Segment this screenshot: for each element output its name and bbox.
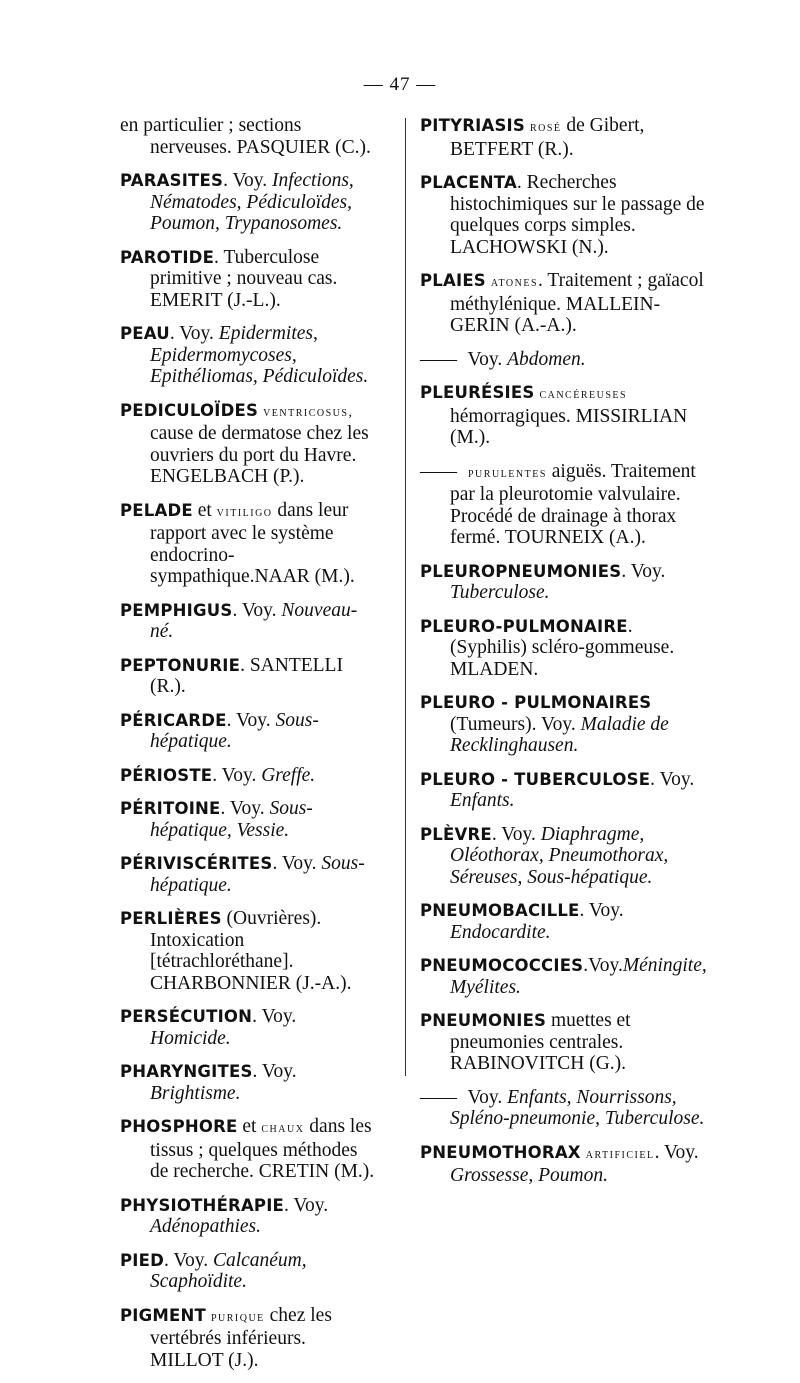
repeat-dash: ——: [420, 348, 455, 370]
entry-text: . SANTELLI (R.).: [150, 654, 343, 697]
cross-reference: Méningite, Myélites.: [450, 955, 707, 998]
page-number: — 47 —: [363, 74, 437, 95]
cross-reference: Infections, Nématodes, Pédiculoïdes, Poumon, Trypanosomes.: [150, 170, 354, 234]
index-entry: [420, 270, 710, 337]
cross-reference: Maladie de Recklinghausen.: [450, 713, 669, 756]
left-column: [120, 115, 378, 1383]
index-entry: [120, 710, 378, 753]
entry-text: . Voy.: [164, 1249, 213, 1271]
entry-text: . Voy.: [232, 599, 282, 621]
entry-text: aiguës. Traitement par la pleurotomie valvulaire. Procédé de drainage à thorax fermé. TOURNEIX (A.).: [450, 460, 696, 548]
index-entry: [120, 1116, 378, 1183]
entry-text: et: [237, 1116, 262, 1137]
entry-headword: PÉRICARDE: [120, 710, 227, 730]
entry-text: . Voy.: [212, 764, 262, 786]
entry-text: et: [192, 499, 217, 521]
entry-headword: PEMPHIGUS: [120, 600, 233, 620]
cross-reference: Diaphragme, Oléothorax, Pneumothorax, Séreuses, Sous-hépatique.: [450, 823, 669, 888]
entry-headword: PNEUMOTHORAX: [420, 1142, 581, 1162]
cross-reference: Sous-hépatique.: [150, 853, 365, 896]
entry-headword: PELADE: [120, 500, 193, 520]
index-entry: [420, 561, 710, 604]
index-entry: [420, 955, 710, 998]
entry-text: . (Syphilis) scléro-gommeuse. MLADEN.: [450, 615, 675, 680]
index-entry: [120, 798, 378, 841]
index-entry: [120, 853, 378, 896]
entry-headword: PEAU: [120, 324, 170, 343]
entry-text: . Voy.: [284, 1194, 329, 1216]
entry-text: . Voy.: [491, 823, 541, 845]
repeat-dash: ——: [420, 1086, 455, 1108]
index-entry: [420, 172, 710, 258]
entry-text: de Gibert, BETFERT (R.).: [450, 115, 645, 160]
entry-qualifier: atones: [485, 275, 539, 290]
cross-reference: Grossesse, Poumon.: [450, 1165, 608, 1186]
right-column: [420, 115, 710, 1199]
index-entry: [420, 461, 710, 549]
entry-text: chez les vertébrés inférieurs. MILLOT (J.).: [150, 1304, 332, 1371]
cross-reference: Abdomen.: [507, 348, 586, 370]
index-entry: [120, 600, 378, 643]
index-entry: [420, 900, 710, 943]
index-entry: [120, 323, 378, 388]
entry-headword: PEPTONURIE: [120, 655, 241, 675]
entry-text: . Voy.: [650, 768, 695, 790]
index-entry: [120, 765, 378, 787]
entry-headword: PHOSPHORE: [120, 1117, 238, 1136]
cross-reference: Sous-hépatique, Vessie.: [150, 798, 313, 841]
entry-text: en particulier ; sections nerveuses. PASQUIER (C.).: [120, 115, 371, 158]
index-entry: [120, 400, 378, 488]
entry-text: .Voy.: [583, 955, 623, 976]
cross-reference: Homicide.: [150, 1027, 231, 1049]
entry-qualifier: purulentes: [463, 465, 547, 481]
entry-headword: PLAIES: [420, 271, 486, 290]
index-entry: [120, 1061, 378, 1104]
index-entry: [420, 769, 710, 812]
entry-text: (Tumeurs). Voy.: [450, 713, 581, 735]
entry-headword: PIED: [120, 1250, 164, 1270]
cross-reference: Nouveau-né.: [150, 599, 358, 642]
entry-text: cause de dermatose chez les ouvriers du port du Havre. ENGELBACH (P.).: [150, 423, 369, 487]
index-entry: [120, 247, 378, 312]
entry-headword: PLACENTA: [420, 173, 517, 192]
entry-text: . Recherches histochimiques sur le passage de quelques corps simples. LACHOWSKI (N.).: [450, 172, 705, 258]
entry-qualifier: rosé: [524, 120, 562, 135]
entry-qualifier: purique: [205, 1309, 265, 1325]
index-entry: [420, 115, 710, 160]
entry-headword: PARASITES: [120, 171, 224, 190]
entry-text: dans les tissus ; quelques méthodes de recherche. CRETIN (M.).: [150, 1116, 375, 1182]
entry-headword: PLÈVRE: [420, 824, 492, 844]
entry-text: Voy.: [463, 348, 508, 370]
entry-text: . Voy.: [579, 900, 624, 921]
entry-headword: PERLIÈRES: [120, 909, 222, 928]
entry-text: . Voy.: [272, 853, 322, 874]
cross-reference: Calcanéum, Scaphoïdite.: [150, 1249, 307, 1292]
entry-text: dans leur rapport avec le système endocrino-sympathique.NAAR (M.).: [150, 499, 355, 587]
entry-text: Voy.: [463, 1086, 508, 1108]
entry-qualifier: ventricosus,: [258, 404, 354, 420]
column-divider: [405, 118, 406, 1076]
cross-reference: Enfants.: [450, 790, 515, 811]
entry-headword: PNEUMOCOCCIES: [420, 956, 584, 975]
index-entry: [120, 1250, 378, 1293]
entry-text: hémorragiques. MISSIRLIAN (M.).: [450, 405, 688, 448]
cross-reference: Epidermites, Epidermomycoses, Epithéliomas, Pédiculoïdes.: [150, 323, 369, 387]
cross-reference: Greffe.: [261, 764, 316, 786]
entry-text: . Voy.: [252, 1061, 297, 1082]
index-entry: [120, 908, 378, 994]
index-entry: [120, 115, 378, 158]
index-entry: [420, 382, 710, 449]
index-entry: [420, 1010, 710, 1075]
index-entry: [420, 349, 710, 371]
entry-text: muettes et pneumonies centrales. RABINOVITCH (G.).: [450, 1010, 631, 1074]
entry-headword: PLEURÉSIES: [420, 383, 535, 402]
entry-qualifier: chaux: [261, 1121, 305, 1136]
index-entry: [120, 655, 378, 698]
cross-reference: Brightisme.: [150, 1082, 241, 1104]
entry-headword: PLEURO - TUBERCULOSE: [420, 769, 651, 789]
entry-headword: PITYRIASIS: [420, 116, 525, 135]
entry-headword: PLEURO - PULMONAIRES: [420, 693, 652, 712]
entry-text: . Traitement ; gaïacol méthylénique. MALLEIN-GERIN (A.-A.).: [450, 270, 704, 336]
entry-qualifier: vitiligo: [216, 504, 273, 520]
entry-headword: PÉRIVISCÉRITES: [120, 854, 273, 873]
index-entry: [120, 170, 378, 235]
entry-headword: PLEUROPNEUMONIES: [420, 561, 622, 581]
index-entry: [120, 500, 378, 588]
index-entry: [120, 1006, 378, 1049]
entry-headword: PHARYNGITES: [120, 1062, 253, 1081]
entry-text: . Voy.: [223, 170, 273, 191]
entry-headword: PEDICULOÏDES: [120, 400, 259, 420]
index-entry: [420, 824, 710, 889]
entry-qualifier: cancéreuses: [534, 387, 628, 402]
entry-headword: PERSÉCUTION: [120, 1007, 253, 1026]
entry-text: . Voy.: [226, 709, 276, 731]
entry-qualifier: artificiel: [580, 1146, 655, 1162]
entry-headword: PAROTIDE: [120, 247, 215, 267]
entry-headword: PIGMENT: [120, 1305, 206, 1325]
index-entry: [120, 1305, 378, 1372]
entry-headword: PÉRITOINE: [120, 799, 221, 818]
cross-reference: Tuberculose.: [450, 582, 550, 603]
entry-headword: PNEUMONIES: [420, 1011, 547, 1030]
entry-text: . Tuberculose primitive ; nouveau cas. EMERIT (J.-L.).: [150, 246, 338, 311]
entry-headword: PÉRIOSTE: [120, 765, 213, 785]
entry-text: . Voy.: [654, 1141, 699, 1163]
entry-text: . Voy.: [252, 1006, 297, 1027]
entry-headword: PLEURO-PULMONAIRE: [420, 616, 628, 636]
index-entry: [420, 692, 710, 757]
index-entry: [120, 1195, 378, 1238]
entry-headword: PNEUMOBACILLE: [420, 901, 580, 920]
entry-text: (Ouvrières). Intoxication [tétrachloréthane]. CHARBONNIER (J.-A.).: [150, 908, 352, 994]
cross-reference: Enfants, Nourrissons, Spléno-pneumonie, Tuberculose.: [450, 1086, 705, 1129]
entry-headword: PHYSIOTHÉRAPIE: [120, 1195, 285, 1215]
entry-text: . Voy.: [169, 323, 219, 344]
entry-text: . Voy.: [621, 560, 666, 582]
cross-reference: Sous-hépatique.: [150, 709, 319, 752]
index-entry: [420, 1087, 710, 1130]
entry-text: . Voy.: [220, 798, 270, 819]
cross-reference: Adénopathies.: [150, 1216, 262, 1237]
cross-reference: Endocardite.: [450, 921, 551, 943]
index-entry: [420, 616, 710, 681]
repeat-dash: ——: [420, 460, 455, 482]
index-entry: [420, 1142, 710, 1187]
